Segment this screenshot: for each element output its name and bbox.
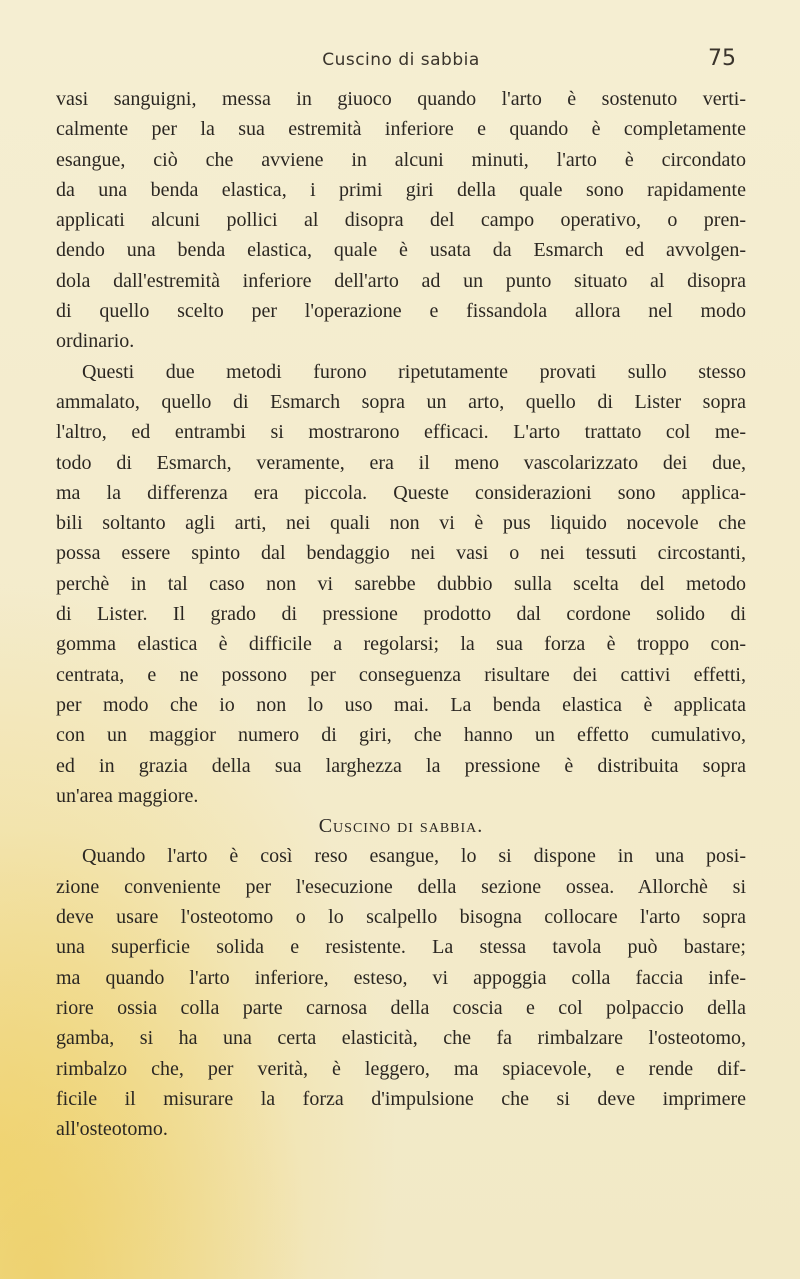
body-text <box>56 84 746 1144</box>
text-line: di quello scelto per l'operazione e fissandola allora nel modo <box>56 300 746 323</box>
text-line: vasi sanguigni, messa in giuoco quando l'arto è sostenuto verti- <box>56 88 746 110</box>
text-line: con un maggior numero di giri, che hanno un effetto cumulativo, <box>56 724 746 747</box>
paragraph <box>56 357 746 811</box>
text-line: Quando l'arto è così reso esangue, lo si dispone in una posi- <box>82 845 746 868</box>
text-line: una superficie solida e resistente. La stessa tavola può bastare; <box>56 936 746 959</box>
text-line: possa essere spinto dal bendaggio nei vasi o nei tessuti circostanti, <box>56 542 746 565</box>
paragraph <box>56 84 746 357</box>
text-line: ma quando l'arto inferiore, esteso, vi appoggia colla faccia infe- <box>56 966 746 989</box>
page-number: 75 <box>708 46 736 71</box>
running-head <box>56 30 746 76</box>
text-line: da una benda elastica, i primi giri della quale sono rapidamente <box>56 178 746 201</box>
text-line: riore ossia colla parte carnosa della coscia e col polpaccio della <box>56 996 746 1019</box>
running-title: Cuscino di sabbia <box>322 50 480 70</box>
text-line: zione conveniente per l'esecuzione della sezione ossea. Allorchè si <box>56 875 746 898</box>
text-line: all'osteotomo. <box>56 1118 168 1141</box>
text-line: perchè in tal caso non vi sarebbe dubbio sulla scelta del metodo <box>56 572 746 595</box>
text-line: ordinario. <box>56 330 135 353</box>
section-heading: Cuscino di sabbia. <box>318 815 484 838</box>
text-line: ma la differenza era piccola. Queste considerazioni sono applica- <box>56 481 746 504</box>
text-line: bili soltanto agli arti, nei quali non vi è pus liquido nocevole che <box>56 512 746 535</box>
text-line: l'altro, ed entrambi si mostrarono efficaci. L'arto trattato col me- <box>56 421 746 444</box>
text-line: di Lister. Il grado di pressione prodotto dal cordone solido di <box>56 603 746 626</box>
text-line: dola dall'estremità inferiore dell'arto ad un punto situato al disopra <box>56 269 746 292</box>
text-line: un'area maggiore. <box>56 784 199 807</box>
text-line: ammalato, quello di Esmarch sopra un arto, quello di Lister sopra <box>56 390 746 413</box>
text-line: centrata, e ne possono per conseguenza risultare dei cattivi effetti, <box>56 663 746 686</box>
text-line: dendo una benda elastica, quale è usata da Esmarch ed avvolgen- <box>56 239 746 262</box>
text-line: todo di Esmarch, veramente, era il meno vascolarizzato dei due, <box>56 451 746 474</box>
text-line: applicati alcuni pollici al disopra del campo operativo, o pren- <box>56 209 746 232</box>
text-line: per modo che io non lo uso mai. La benda elastica è applicata <box>56 693 746 716</box>
text-line: ed in grazia della sua larghezza la pressione è distribuita sopra <box>56 754 746 777</box>
paragraph <box>56 841 746 1144</box>
text-line: calmente per la sua estremità inferiore e quando è completamente <box>56 118 746 141</box>
text-line: ficile il misurare la forza d'impulsione che si deve imprimere <box>56 1087 746 1110</box>
book-page <box>56 30 746 1144</box>
text-line: gamba, si ha una certa elasticità, che fa rimbalzare l'osteotomo, <box>56 1027 746 1050</box>
text-line: esangue, ciò che avviene in alcuni minuti, l'arto è circondato <box>56 148 746 171</box>
text-line: gomma elastica è difficile a regolarsi; la sua forza è troppo con- <box>56 633 746 656</box>
text-line: rimbalzo che, per verità, è leggero, ma spiacevole, e rende dif- <box>56 1057 746 1080</box>
text-line: Questi due metodi furono ripetutamente provati sullo stesso <box>82 360 746 383</box>
text-line: deve usare l'osteotomo o lo scalpello bisogna collocare l'arto sopra <box>56 906 746 929</box>
